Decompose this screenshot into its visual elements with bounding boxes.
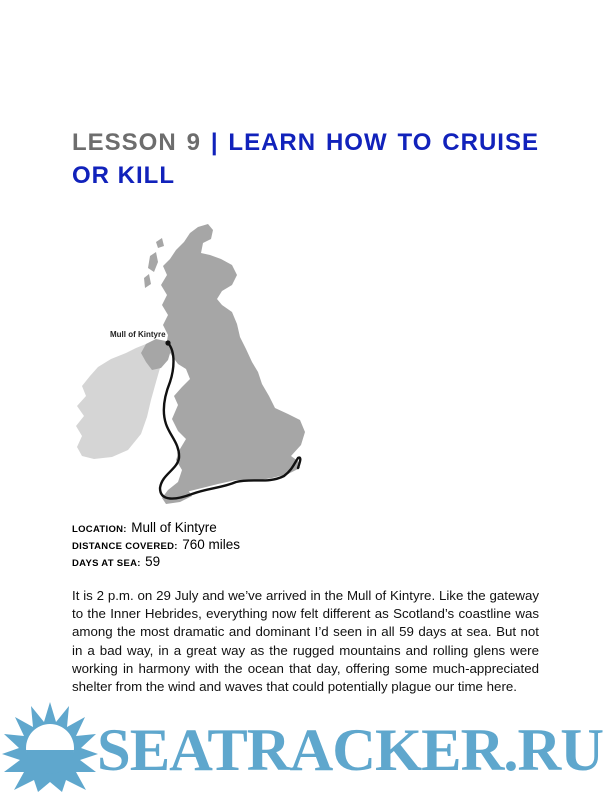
location-marker [165,340,170,345]
fact-distance [72,536,472,553]
fact-location [72,519,472,536]
marker-label: Mull of Kintyre [110,330,166,339]
lesson-body-text: It is 2 p.m. on 29 July and we’ve arrived in the Mull of Kintyre. Like the gateway to the Inner Hebrides, everything now felt different as Scotland’s coastline was among the most dramatic and dominant I’d seen in all 59 days at sea. But not in a bad way, in a great way as the rugged mountains and rolling glens were working in harmony with the ocean that day, offering some much-appreciated shelter from the wind and waves that could potentially plague our time here. [72,588,539,695]
fact-label: DAYS AT SEA: [72,558,141,569]
watermark-text: SEATRACKER.RU [97,717,603,783]
hebrides-islands [144,238,164,288]
watermark-logo [0,700,612,792]
route-map [72,212,312,510]
trip-facts [72,519,472,570]
fact-value: 59 [145,554,161,569]
lesson-number: LESSON 9 [72,129,201,156]
fact-value: Mull of Kintyre [131,520,217,535]
sun-burst-icon [2,702,98,792]
great-britain-landmass [161,224,305,498]
fact-label: LOCATION: [72,524,127,535]
lesson-separator: | [210,129,219,156]
lesson-heading: LEARN HOW TO CRUISE OR KILL [72,129,539,189]
lesson-title [72,126,539,192]
fact-label: DISTANCE COVERED: [72,541,178,552]
fact-days-at-sea [72,553,472,570]
fact-value: 760 miles [182,537,240,552]
